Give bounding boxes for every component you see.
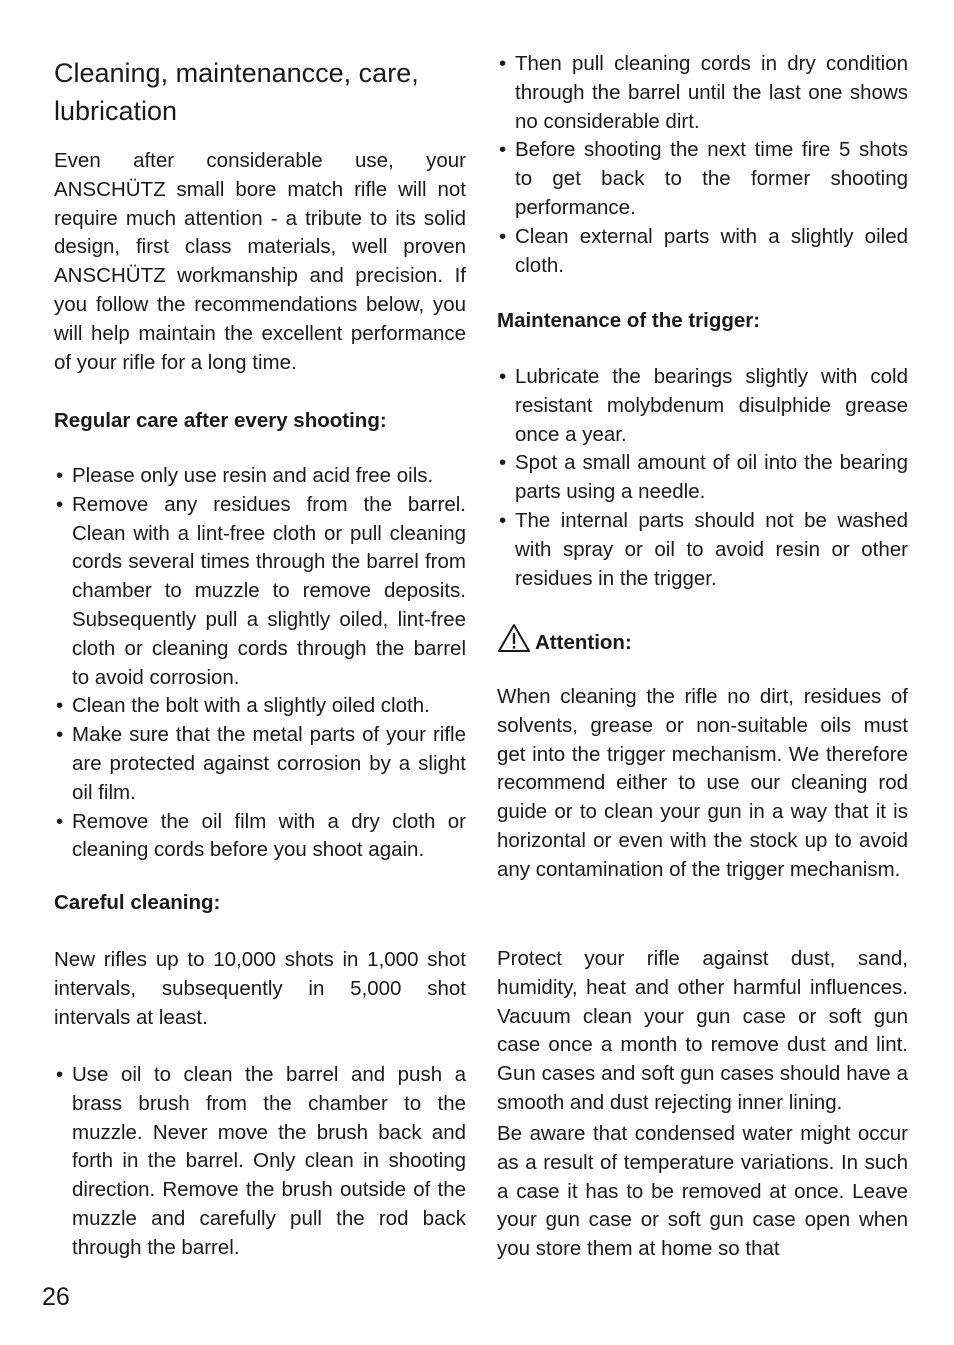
list-item: • Remove any residues from the barrel. Clean with a lint-free cloth or pull cleaning cords several times through the barrel from chamber to muzzle to remove deposits. Subsequently pull a slightly oiled, lint-free cloth or cleaning cords through the barrel to avoid corrosion. xyxy=(54,491,466,693)
careful-cleaning-heading: Careful cleaning: xyxy=(54,891,221,914)
page-number: 26 xyxy=(42,1283,70,1311)
list-item: • Remove the oil film with a dry cloth or cleaning cords before you shoot again. xyxy=(54,808,466,866)
careful-cleaning-list-right xyxy=(497,50,908,280)
intro-paragraph: Even after considerable use, your ANSCHÜTZ small bore match rifle will not require much attention - a tribute to its solid design, first class materials, well proven ANSCHÜTZ workmanship and precision. If you follow the recommendations below, you will help maintain the excellent performance of your rifle for a long time. xyxy=(54,149,466,374)
list-item: • The internal parts should not be washed with spray or oil to avoid resin or other residues in the trigger. xyxy=(497,507,908,593)
list-item: • Use oil to clean the barrel and push a brass brush from the chamber to the muzzle. Never move the brush back and forth in the barrel. Only clean in shooting direction. Remove the brush outside of the muzzle and carefully pull the rod back through the barrel. xyxy=(54,1061,466,1263)
trigger-list xyxy=(497,363,908,593)
careful-cleaning-list-left xyxy=(54,1061,466,1263)
trigger-heading: Maintenance of the trigger: xyxy=(497,309,761,332)
careful-cleaning-intro: New rifles up to 10,000 shots in 1,000 shot intervals, subsequently in 5,000 shot intervals at least. xyxy=(54,948,466,1029)
condensed-water-paragraph: Be aware that condensed water might occur as a result of temperature variations. In such a case it has to be removed at once. Leave your gun case or soft gun case open when you store them at home so that xyxy=(497,1122,908,1261)
list-item: • Before shooting the next time fire 5 shots to get back to the former shooting performance. xyxy=(497,136,908,222)
list-item: • Clean the bolt with a slightly oiled cloth. xyxy=(54,692,466,721)
list-item: • Then pull cleaning cords in dry condition through the barrel until the last one shows no considerable dirt. xyxy=(497,50,908,136)
protect-paragraph: Protect your rifle against dust, sand, humidity, heat and other harmful influences. Vacuum clean your gun case or soft gun case once a month to remove dust and lint. Gun cases and soft gun cases should have a smooth and dust rejecting inner lining. xyxy=(497,947,908,1114)
attention-label: Attention: xyxy=(535,631,632,654)
attention-paragraph: When cleaning the rifle no dirt, residues of solvents, grease or non-suitable oils must get into the trigger mechanism. We therefore recommend either to use our cleaning rod guide or to clean your gun in a way that it is horizontal or even with the stock up to avoid any contamination of the trigger mechanism. xyxy=(497,685,908,881)
list-item: • Clean external parts with a slightly oiled cloth. xyxy=(497,223,908,281)
list-item: • Spot a small amount of oil into the bearing parts using a needle. xyxy=(497,449,908,507)
regular-care-list xyxy=(54,462,466,865)
warning-triangle-icon xyxy=(497,623,531,661)
list-item: • Make sure that the metal parts of your rifle are protected against corrosion by a slight oil film. xyxy=(54,721,466,807)
list-item: • Please only use resin and acid free oils. xyxy=(54,462,466,491)
attention-heading xyxy=(497,623,908,661)
page-title: Cleaning, maintenancce, care, lubrication xyxy=(54,58,419,126)
regular-care-heading: Regular care after every shooting: xyxy=(54,409,387,432)
list-item: • Lubricate the bearings slightly with cold resistant molybdenum disulphide grease once a year. xyxy=(497,363,908,449)
